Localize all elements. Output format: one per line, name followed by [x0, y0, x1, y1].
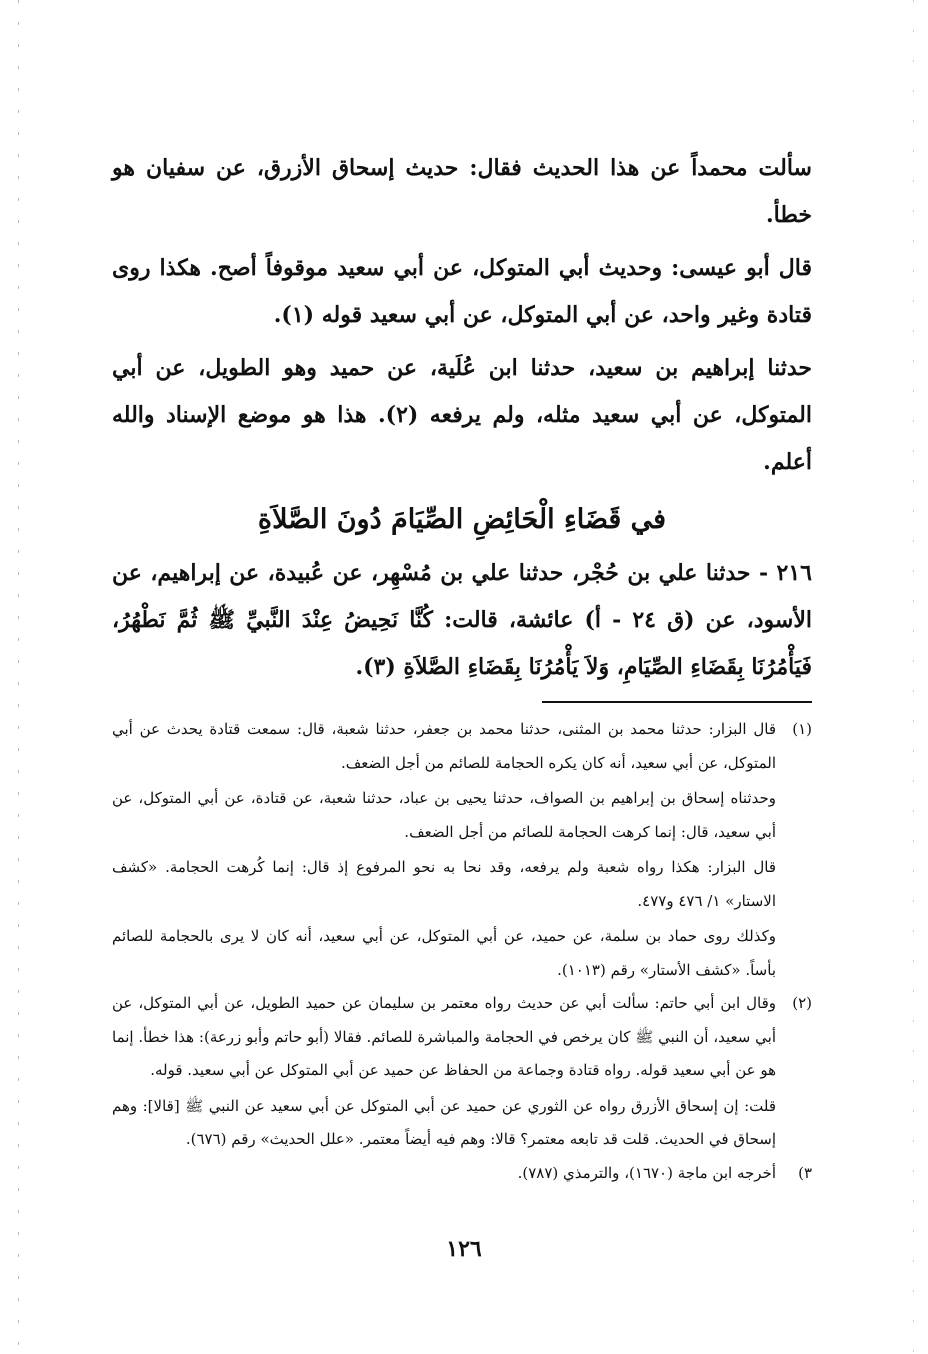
page-number: ١٢٦	[446, 1236, 482, 1262]
footnote-paragraph: وقال ابن أبي حاتم: سألت أبي عن حديث رواه معتمر بن سليمان عن حميد الطويل، عن أبي المتوكل، عن أبي سعيد، أن النبي ﷺ كان يرخص في الحجامة والمباشرة للصائم. فقالا (أبو حاتم وأبو زرعة): هذا خطأ. إنما هو عن أبي سعيد قوله. رواه قتادة وجماعة من الحفاظ عن حميد عن أبي المتوكل عن أبي سعيد. قوله.	[112, 994, 776, 1079]
footnote-paragraph: قلت: إن إسحاق الأزرق رواه عن الثوري عن حميد عن أبي المتوكل عن أبي سعيد عن النبي ﷺ [قالا]: وهم إسحاق في الحديث. قلت قد تابعه معتمر؟ قالا: وهم فيه أيضاً معتمر. «علل الحديث» رقم (٦٧٦).	[112, 1096, 776, 1148]
chapter-heading: في قَضَاءِ الْحَائِضِ الصِّيَامَ دُونَ الصَّلاَةِ	[257, 504, 667, 535]
footnote-number: (٢)	[792, 994, 812, 1012]
footnote-paragraph: وكذلك روى حماد بن سلمة، عن حميد، عن أبي المتوكل، عن أبي سعيد، أنه كان لا يرى بالحجامة للصائم بأساً. «كشف الأستار» رقم (١٠١٣).	[112, 927, 776, 979]
footnote-number: ٣)	[798, 1163, 812, 1182]
footnote-paragraph: أخرجه ابن ماجة (١٦٧٠)، والترمذي (٧٨٧).	[517, 1163, 776, 1182]
footnote-1	[112, 713, 812, 987]
main-paragraph: قال أبو عيسى: وحديث أبي المتوكل، عن أبي سعيد موقوفاً أصح. هكذا روى قتادة وغير واحد، عن أبي المتوكل، عن أبي سعيد قوله (١).	[112, 255, 812, 328]
footnote-number: (١)	[792, 720, 812, 738]
footnote-2	[112, 987, 812, 1157]
main-paragraph: سألت محمداً عن هذا الحديث فقال: حديث إسحاق الأزرق، عن سفيان هو خطأ.	[112, 155, 812, 228]
footnote-paragraph: قال البزار: هكذا رواه شعبة ولم يرفعه، وقد نحا به نحو المرفوع إذ قال: إنما كُرهت الحجامة. «كشف الاستار» ١/ ٤٧٦ و٤٧٧.	[112, 858, 776, 910]
footnotes	[112, 713, 812, 1190]
page-body	[112, 145, 812, 1190]
footnote-paragraph: قال البزار: حدثنا محمد بن المثنى، حدثنا محمد بن جعفر، حدثنا شعبة، قال: سمعت قتادة يحدث عن أبي المتوكل، عن أبي سعيد، أنه كان يكره الحجامة للصائم من أجل الضعف.	[112, 720, 776, 772]
footnote-separator	[542, 701, 812, 703]
hadith-paragraph: ٢١٦ - حدثنا علي بن حُجْر، حدثنا علي بن مُسْهِر، عن عُبيدة، عن إبراهيم، عن الأسود، عن (ق ٢٤ - أ) عائشة، قالت: كُنَّا نَحِيضُ عِنْدَ النَّبيِّ ﷺ ثُمَّ نَطْهُرُ، فَيَأْمُرُنَا بِقَضَاءِ الصِّيَامِ، وَلاَ يَأْمُرُنَا بِقَضَاءِ الصَّلاَةِ (٣).	[112, 560, 813, 680]
scan-edge-right	[913, 0, 914, 1354]
footnote-3	[112, 1157, 812, 1191]
footnote-paragraph: وحدثناه إسحاق بن إبراهيم بن الصواف، حدثنا يحيى بن عباد، حدثنا شعبة، عن قتادة، عن أبي المتوكل، عن أبي سعيد، قال: إنما كرهت الحجامة للصائم من أجل الضعف.	[112, 789, 776, 841]
scan-edge-left	[18, 0, 19, 1354]
main-paragraph: حدثنا إبراهيم بن سعيد، حدثنا ابن عُلَية، عن حميد وهو الطويل، عن أبي المتوكل، عن أبي سعيد مثله، ولم يرفعه (٢). هذا هو موضع الإسناد والله أعلم.	[112, 355, 813, 475]
main-text	[112, 145, 812, 691]
